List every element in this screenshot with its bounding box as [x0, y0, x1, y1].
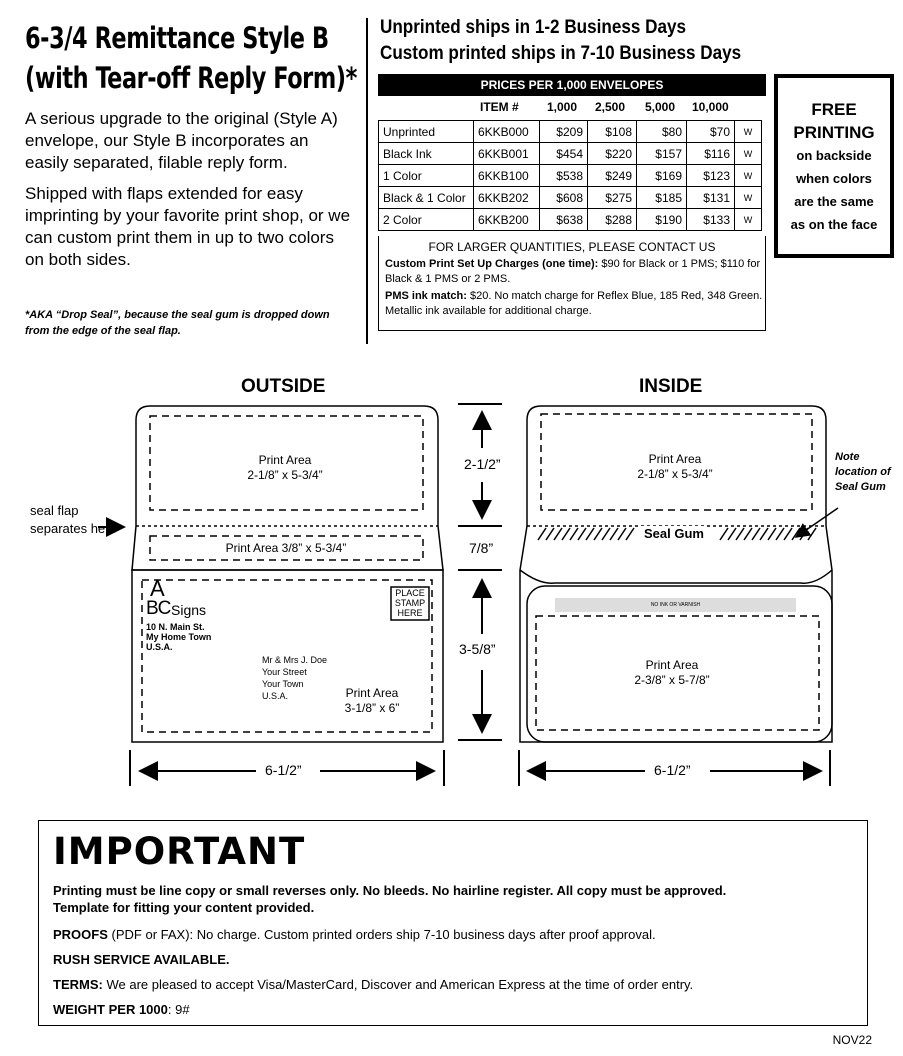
price-2500: $275: [588, 187, 637, 209]
proofs-label: PROOFS: [53, 927, 108, 942]
recipient-line-3: Your Town: [262, 679, 304, 689]
proofs-line: [53, 926, 853, 943]
dim-flap: 2-1/2”: [461, 456, 504, 472]
price-10000: $123: [687, 165, 735, 187]
weight-text: : 9#: [167, 1002, 190, 1017]
description-2: Shipped with flaps extended for easy imprinting by your favorite print shop, or we can custom print them in up to two colors on both sides.: [25, 184, 351, 269]
pms-text: $20. No match charge for Reflex Blue, 185 Red, 348 Green. Metallic ink available for additional charge.: [385, 290, 763, 317]
price-5000: $169: [637, 165, 687, 187]
price-2500: $108: [588, 121, 637, 143]
weight-line: [53, 1001, 853, 1018]
title-line-1: 6-3/4 Remittance Style B: [25, 21, 329, 55]
row-name: Black Ink: [379, 143, 474, 165]
price-10000: $133: [687, 209, 735, 231]
proofs-text: (PDF or FAX): No charge. Custom printed orders ship 7-10 business days after proof approval.: [107, 927, 656, 942]
row-name: Unprinted: [379, 121, 474, 143]
title-line-2: (with Tear-off Reply Form)*: [25, 61, 357, 95]
inside-pocket: [520, 570, 832, 583]
recipient-line-2: Your Street: [262, 667, 307, 677]
price-2500: $220: [588, 143, 637, 165]
row-item: 6KKB100: [474, 165, 540, 187]
note-leader-arrow: [796, 508, 838, 537]
price-1000: $454: [540, 143, 588, 165]
row-name: 2 Color: [379, 209, 474, 231]
larger-quantities-note: FOR LARGER QUANTITIES, PLEASE CONTACT US: [428, 240, 716, 254]
inside-label: INSIDE: [639, 376, 703, 397]
free-line-6: as on the face: [790, 217, 878, 232]
outside-strip-area-text: Print Area 3/8” x 5-3/4”: [225, 541, 347, 555]
outside-width-label: 6-1/2”: [262, 762, 305, 778]
shipping-line-1: Unprinted ships in 1-2 Business Days: [380, 17, 686, 38]
no-ink-label: NO INK OR VARNISH: [650, 602, 701, 608]
inside-flap-area-text: [590, 452, 760, 482]
inside-body-area-line-2: 2-3/8” x 5-7/8”: [634, 673, 710, 687]
row-code: W: [735, 209, 762, 231]
printing-rules-line-2: Template for fitting your content provided.: [53, 900, 315, 915]
recipient-line-1: Mr & Mrs J. Doe: [262, 655, 328, 665]
dim-strip: 7/8”: [466, 540, 496, 556]
weight-label: WEIGHT PER 1000: [53, 1002, 168, 1017]
price-10000: $131: [687, 187, 735, 209]
dim-body: 3-5/8”: [456, 641, 499, 657]
row-item: 6KKB001: [474, 143, 540, 165]
inside-body-area-line-1: Print Area: [645, 658, 699, 672]
outside-body-area-text: [322, 686, 422, 716]
row-item: 6KKB200: [474, 209, 540, 231]
free-line-3: on backside: [796, 148, 872, 163]
free-line-1: FREE: [811, 100, 857, 119]
row-code: W: [735, 143, 762, 165]
outside-flap-area-text: [200, 453, 370, 483]
free-line-5: are the same: [794, 194, 874, 209]
row-item: 6KKB000: [474, 121, 540, 143]
price-1000: $209: [540, 121, 588, 143]
stamp-text: PLACE STAMP HERE: [394, 588, 426, 618]
price-5000: $190: [637, 209, 687, 231]
sender-line-1: 10 N. Main St.: [146, 622, 205, 632]
price-2500: $288: [588, 209, 637, 231]
logo-signs: Signs: [171, 602, 207, 618]
printing-rules-line-1: Printing must be line copy or small reverses only. No bleeds. No hairline register. All copy must be approved.: [53, 883, 727, 898]
inside-body-area-text: [592, 658, 752, 688]
price-1000: $608: [540, 187, 588, 209]
col-5000: 5,000: [645, 100, 676, 114]
price-2500: $249: [588, 165, 637, 187]
price-1000: $638: [540, 209, 588, 231]
seal-gum-note: Note location of Seal Gum: [835, 451, 891, 493]
row-item: 6KKB202: [474, 187, 540, 209]
important-lines: [53, 882, 853, 1026]
logo-a: A: [150, 576, 165, 601]
col-10000: 10,000: [692, 100, 729, 114]
description-1: A serious upgrade to the original (Style A) envelope, our Style B incorporates an easily separated, filable reply form.: [25, 109, 338, 172]
price-1000: $538: [540, 165, 588, 187]
outside-flap-area-line-2: 2-1/8” x 5-3/4”: [247, 468, 323, 482]
outside-label: OUTSIDE: [241, 376, 326, 397]
price-5000: $80: [637, 121, 687, 143]
printing-rules: [53, 882, 853, 916]
document-code: NOV22: [832, 1033, 872, 1047]
shipping-line-2: Custom printed ships in 7-10 Business Days: [380, 43, 742, 64]
row-code: W: [735, 121, 762, 143]
terms-text: We are pleased to accept Visa/MasterCard, Discover and American Express at the time of order entry.: [102, 977, 694, 992]
price-5000: $157: [637, 143, 687, 165]
inside-back: [520, 526, 832, 742]
outside-body-area-line-2: 3-1/8” x 6”: [344, 701, 400, 715]
sender-line-2: My Home Town: [146, 632, 212, 642]
seal-flap-note: seal flap separates here: [30, 503, 117, 536]
price-10000: $116: [687, 143, 735, 165]
important-title: IMPORTANT: [53, 830, 306, 873]
outside-body-area-line-1: Print Area: [345, 686, 399, 700]
rush-line: RUSH SERVICE AVAILABLE.: [53, 952, 230, 967]
sender-address: [146, 622, 211, 652]
setup-label: Custom Print Set Up Charges (one time):: [385, 258, 599, 270]
inside-width-label: 6-1/2”: [651, 762, 694, 778]
col-2500: 2,500: [595, 100, 626, 114]
recipient-address: [262, 654, 327, 702]
col-1000: 1,000: [547, 100, 578, 114]
free-line-2: PRINTING: [793, 123, 875, 142]
setup-text: $90 for Black or 1 PMS; $110 for Black & 1 PMS or 2 PMS.: [385, 258, 761, 285]
recipient-line-4: U.S.A.: [262, 691, 289, 701]
price-header-bar: PRICES PER 1,000 ENVELOPES: [378, 74, 766, 96]
logo-bc: BC: [146, 598, 171, 619]
terms-label: TERMS:: [53, 977, 103, 992]
sender-line-3: U.S.A.: [146, 642, 173, 652]
row-name: 1 Color: [379, 165, 474, 187]
terms-line: [53, 976, 853, 993]
inside-flap-area-line-1: Print Area: [648, 452, 702, 466]
row-code: W: [735, 165, 762, 187]
row-code: W: [735, 187, 762, 209]
col-item: ITEM #: [480, 100, 519, 114]
pms-label: PMS ink match:: [385, 290, 467, 302]
seal-gum-label: Seal Gum: [641, 526, 707, 541]
inside-flap-area-line-2: 2-1/8” x 5-3/4”: [637, 467, 713, 481]
footnote: *AKA “Drop Seal”, because the seal gum is dropped down from the edge of the seal flap.: [25, 309, 330, 337]
free-line-4: when colors: [796, 171, 872, 186]
outside-flap-area-line-1: Print Area: [258, 453, 312, 467]
row-name: Black & 1 Color: [379, 187, 474, 209]
price-10000: $70: [687, 121, 735, 143]
price-5000: $185: [637, 187, 687, 209]
